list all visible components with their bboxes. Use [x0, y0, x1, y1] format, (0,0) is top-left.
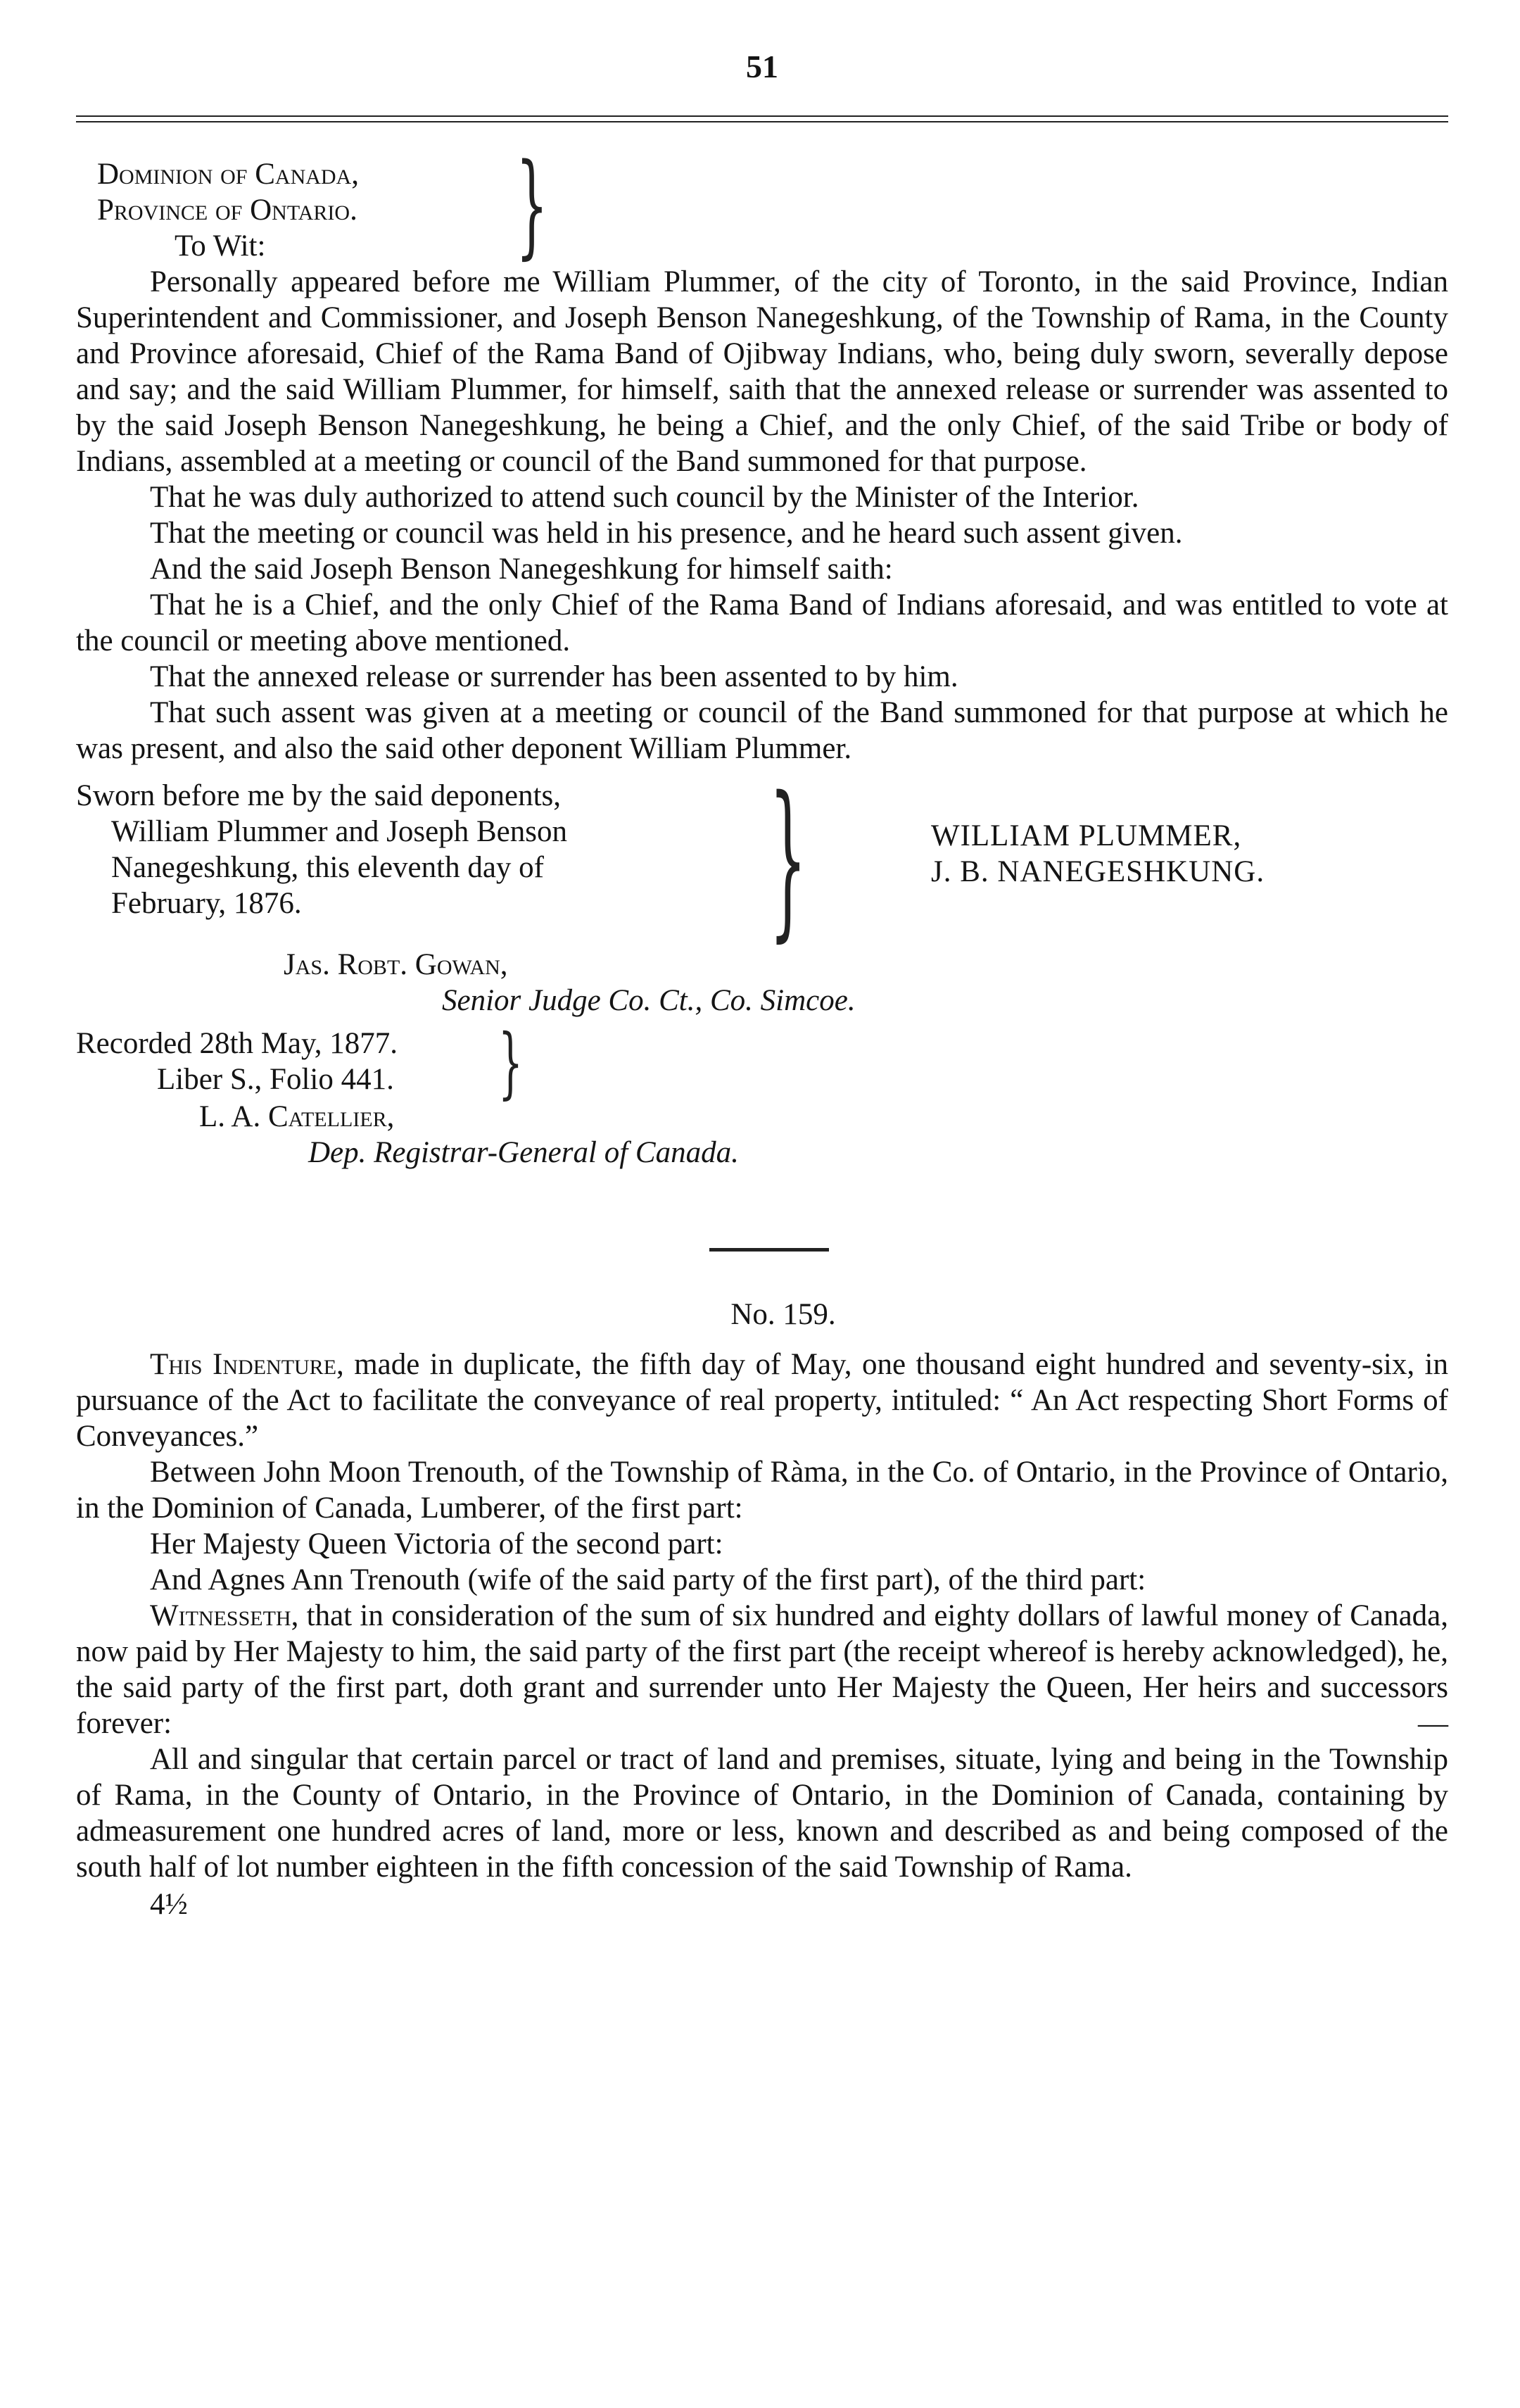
affidavit-paragraph-4: And the said Joseph Benson Nanegeshkung for himself saith: — [150, 553, 893, 586]
registrar-name: L. A. Catellier, — [199, 1100, 395, 1133]
signature-plummer: WILLIAM PLUMMER, — [931, 819, 1242, 852]
judge-name: Jas. Robt. Gowan, — [284, 948, 508, 981]
venue-line-dominion: Dominion of Canada, — [97, 158, 359, 191]
jurat-line-3: Nanegeshkung, this eleventh day of — [111, 851, 544, 884]
indenture-paragraph-6: All and singular that certain parcel or tract of land and premises, situate, lying and being in the Township of Rama, in the County of Ontario, in the Province of Ontario, in the Dominion of Canada, containing by admeasurement one hundred acres of land, more or less, known and described as and being composed of the south half of lot number eighteen in the fifth concession of the said Township of Rama. — [76, 1743, 1448, 1884]
section-divider — [709, 1248, 829, 1252]
recorded-folio: Liber S., Folio 441. — [157, 1063, 394, 1096]
header-double-rule — [76, 115, 1448, 122]
indenture-paragraph-3: Her Majesty Queen Victoria of the second part: — [150, 1527, 723, 1561]
affidavit-paragraph-7: That such assent was given at a meeting or council of the Band summoned for that purpose at which he was present, and also the said other deponent William Plummer. — [76, 696, 1448, 765]
dash-mark: — — [1418, 1707, 1448, 1740]
indenture-paragraph-4: And Agnes Ann Trenouth (wife of the said party of the first part), of the third part: — [150, 1563, 1146, 1596]
jurat-text — [76, 778, 709, 921]
affidavit-paragraph-6: That the annexed release or surrender has been assented to by him. — [150, 660, 958, 693]
jurat-block — [76, 760, 1448, 957]
jurat-line-1: Sworn before me by the said deponents, — [76, 779, 562, 812]
indenture-paragraph-1-text: made in duplicate, the fifth day of May, one thousand eight hundred and seventy-six, in pursuance of the Act to facilitate the conveyance of real property, intituled: “ An Act respecting Short Forms of Conveyances.” — [76, 1348, 1449, 1453]
affidavit-paragraph-3: That the meeting or council was held in his presence, and he heard such assent given. — [150, 517, 1183, 550]
recording-block — [76, 1017, 1448, 1107]
affidavit-paragraph-2: That he was duly authorized to attend such council by the Minister of the Interior. — [150, 481, 1139, 514]
venue-block — [76, 139, 1448, 270]
jurat-line-4: February, 1876. — [111, 887, 302, 920]
indenture-paragraph-2: Between John Moon Trenouth, of the Township of Ràma, in the Co. of Ontario, in the Province of Ontario, in the Dominion of Canada, Lumberer, of the first part: — [76, 1456, 1448, 1525]
indenture-paragraph-5-text: that in consideration of the sum of six hundred and eighty dollars of lawful money of Canada, now paid by Her Majesty to him, the said party of the first part (the receipt whereof is hereby acknowledged), he, the said party of the first part, doth grant and surrender unto Her Majesty the Queen, Her heirs and successors forever: — [76, 1599, 1448, 1740]
venue-line-to-wit: To Wit: — [175, 229, 266, 263]
judge-title: Senior Judge Co. Ct., Co. Simcoe. — [442, 984, 856, 1017]
indenture-paragraph-5 — [76, 1598, 1448, 1741]
page-number: 51 — [746, 49, 778, 84]
affidavit-paragraph-5: That he is a Chief, and the only Chief of the Rama Band of Indians aforesaid, and was entitled to vote at the council or meeting above mentioned. — [76, 588, 1448, 657]
indenture-lead: This Indenture, — [150, 1348, 344, 1381]
page-content — [76, 42, 1448, 1922]
signature-nanegeshkung: J. B. NANEGESHKUNG. — [931, 855, 1265, 888]
registrar-title: Dep. Registrar-General of Canada. — [308, 1136, 739, 1169]
jurat-brace-icon: } — [769, 760, 807, 957]
venue-line-province: Province of Ontario. — [97, 194, 357, 227]
witnesseth-lead: Witnesseth, — [150, 1599, 299, 1632]
recording-brace-icon: } — [498, 1017, 523, 1107]
signature-mark: 4½ — [150, 1888, 188, 1921]
indenture-paragraph-1 — [76, 1347, 1448, 1454]
recorded-date: Recorded 28th May, 1877. — [76, 1027, 398, 1060]
venue-brace-icon: } — [516, 139, 548, 270]
indenture-number: No. 159. — [730, 1298, 836, 1331]
jurat-line-2: William Plummer and Joseph Benson — [111, 815, 567, 848]
affidavit-paragraph-1: Personally appeared before me William Plummer, of the city of Toronto, in the said Province, Indian Superintendent and Commissioner, and Joseph Benson Nanegeshkung, of the Township of Rama, in the County and Province aforesaid, Chief of the Rama Band of Ojibway Indians, who, being duly sworn, severally depose and say; and the said William Plummer, for himself, saith that the annexed release or surrender was assented to by the said Joseph Benson Nanegeshkung, he being a Chief, and the only Chief, of the said Tribe or body of Indians, assembled at a meeting or council of the Band summoned for that purpose. — [76, 265, 1448, 478]
deponent-signatures — [931, 818, 1265, 890]
